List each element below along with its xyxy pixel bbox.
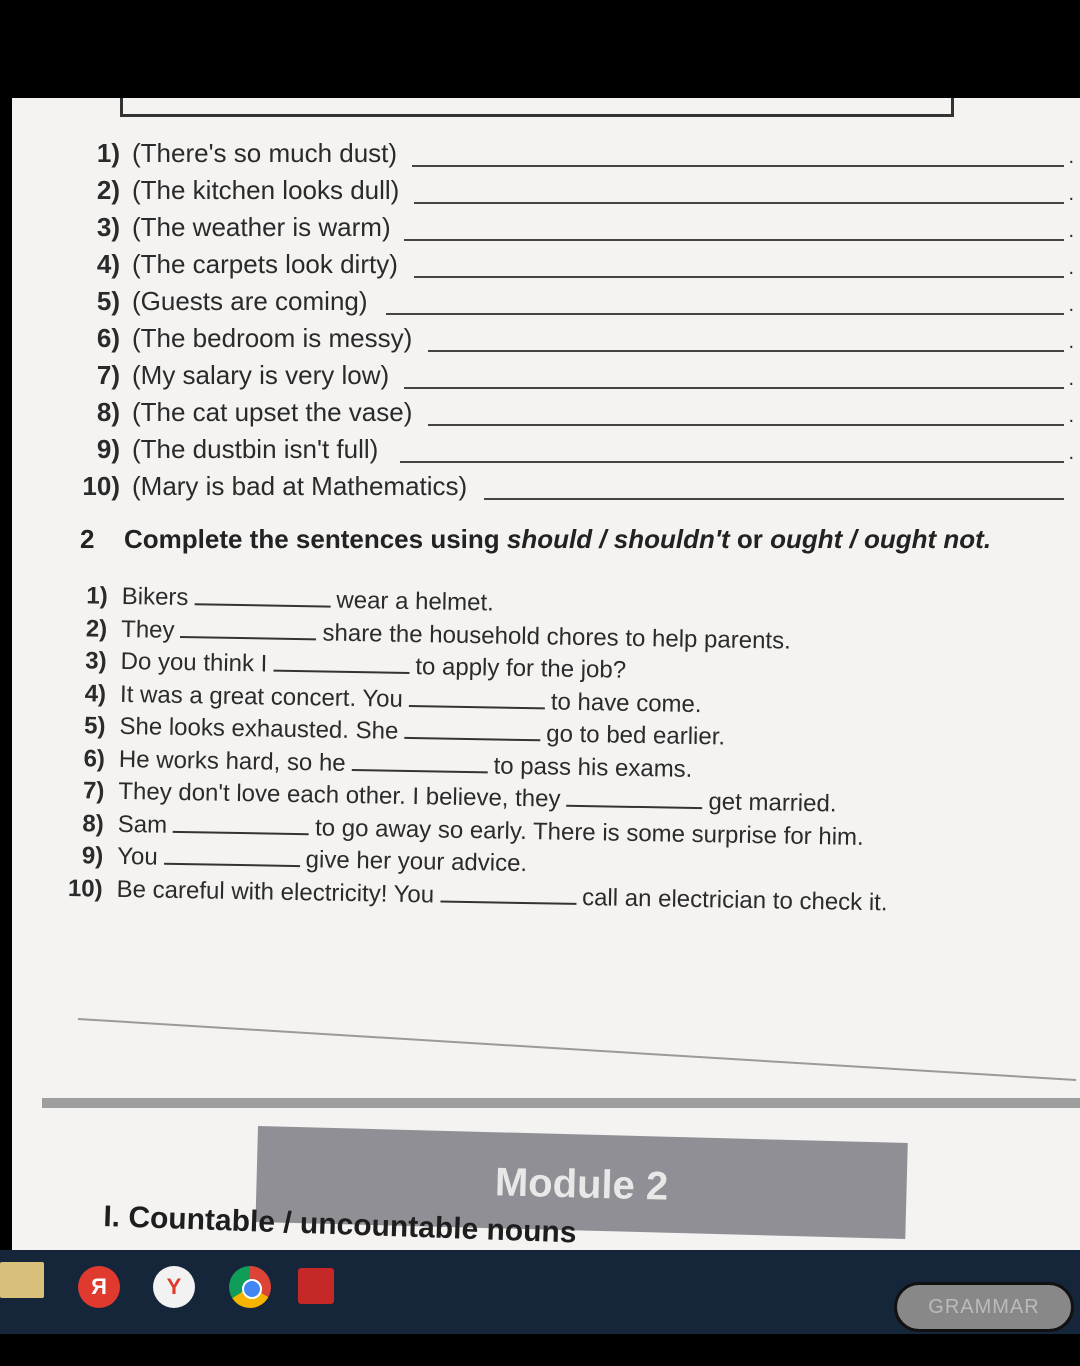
chrome-icon[interactable] (229, 1266, 271, 1308)
sentence-end: get married. (708, 788, 837, 818)
answer-line[interactable] (412, 165, 1064, 167)
item-number: 2) (96, 175, 120, 205)
item-number: 5) (83, 712, 106, 740)
worksheet-page (12, 98, 1080, 1250)
answer-line[interactable] (400, 461, 1064, 463)
sentence-end: share the household chores to help parents. (322, 618, 792, 655)
sentence-end: go to bed earlier. (546, 720, 726, 751)
divider-band (42, 1098, 1080, 1108)
answer-line[interactable] (414, 276, 1064, 278)
list-item (64, 471, 1074, 508)
answer-blank[interactable] (164, 847, 300, 867)
list-item (64, 360, 1074, 397)
taskbar (0, 1250, 1080, 1334)
answer-line[interactable] (404, 387, 1064, 389)
period: . (1068, 405, 1074, 427)
answer-line[interactable] (414, 202, 1064, 204)
answer-line[interactable] (428, 424, 1064, 426)
item-number: 2) (85, 614, 108, 643)
item-prompt: (The bedroom is messy) (132, 323, 413, 353)
period: . (1068, 368, 1074, 390)
answer-blank[interactable] (352, 752, 488, 772)
module-banner: Module 2 (255, 1126, 907, 1239)
sentence-start: Be careful with electricity! You (116, 875, 435, 908)
list-item (64, 212, 1074, 249)
list-item (64, 249, 1074, 286)
answer-line[interactable] (428, 350, 1064, 352)
item-prompt: (The kitchen looks dull) (132, 175, 400, 205)
answer-blank[interactable] (180, 619, 316, 639)
item-prompt: (The weather is warm) (132, 212, 391, 242)
sentence-start: Bikers (121, 582, 189, 612)
item-number: 3) (96, 212, 120, 242)
item-number: 1) (96, 138, 120, 168)
section-title: I. Countable / uncountable nouns (102, 1200, 578, 1250)
sentence-start: He works hard, so he (118, 745, 346, 777)
item-prompt: (The carpets look dirty) (132, 249, 398, 279)
answer-blank[interactable] (566, 789, 702, 809)
list-item (64, 323, 1074, 360)
answer-line[interactable] (484, 498, 1064, 500)
item-prompt: (The dustbin isn't full) (132, 434, 379, 464)
exercise-number: 2 (80, 524, 95, 554)
list-item (64, 434, 1074, 471)
instruction-emphasis: should / shouldn't (506, 524, 730, 554)
item-number: 4) (96, 249, 120, 279)
item-prompt: (Mary is bad at Mathematics) (132, 471, 468, 501)
period: . (1068, 220, 1074, 242)
answer-blank[interactable] (409, 688, 545, 708)
item-number: 6) (96, 323, 120, 353)
item-number: 4) (84, 679, 107, 708)
sentence-start: They (120, 615, 175, 644)
sentence-start: She looks exhausted. She (119, 712, 399, 745)
pdf-reader-icon[interactable] (298, 1268, 334, 1304)
exercise-2-heading (80, 524, 991, 555)
sentence-end: give her your advice. (305, 846, 528, 878)
box-frame-bottom (120, 98, 954, 117)
item-prompt: (The cat upset the vase) (132, 397, 413, 427)
answer-blank[interactable] (173, 814, 309, 834)
answer-blank[interactable] (273, 654, 409, 674)
answer-line[interactable] (404, 239, 1064, 241)
item-number: 5) (96, 286, 120, 316)
sentence-end: wear a helmet. (336, 586, 495, 617)
answer-blank[interactable] (404, 721, 540, 741)
sentence-end: call an electrician to check it. (581, 883, 888, 916)
period: . (1068, 146, 1074, 168)
item-number: 8) (82, 809, 105, 838)
yandex-icon[interactable]: Y (153, 1266, 195, 1308)
list-item (64, 397, 1074, 434)
sentence-end: to apply for the job? (415, 653, 627, 684)
item-number: 10) (82, 471, 120, 501)
sentence-start: It was a great concert. You (119, 680, 404, 713)
exercise-2-list (62, 582, 1068, 924)
period: . (1068, 257, 1074, 279)
item-prompt: (My salary is very low) (132, 360, 390, 390)
list-item (64, 138, 1074, 175)
period: . (1068, 442, 1074, 464)
item-number: 6) (83, 744, 106, 773)
item-number: 9) (81, 842, 104, 870)
yandex-browser-icon[interactable]: Я (78, 1266, 120, 1308)
period: . (1068, 183, 1074, 205)
item-number: 9) (96, 434, 120, 464)
sentence-end: to have come. (550, 687, 702, 718)
item-prompt: (There's so much dust) (132, 138, 398, 168)
answer-blank[interactable] (440, 884, 576, 904)
item-prompt: (Guests are coming) (132, 286, 368, 316)
instruction-text: or (729, 524, 771, 554)
instruction-emphasis: ought / ought not. (770, 524, 992, 554)
sentence-start: You (116, 842, 158, 871)
sentence-start: Sam (117, 810, 168, 839)
list-item (64, 175, 1074, 212)
sentence-end: to pass his exams. (493, 751, 693, 783)
sentence-start: They don't love each other. I believe, they (118, 777, 561, 813)
item-number: 3) (85, 647, 107, 675)
sentence-start: Do you think I (120, 647, 268, 678)
item-number: 1) (86, 582, 108, 610)
divider-line (78, 1018, 1076, 1081)
answer-blank[interactable] (194, 587, 330, 607)
grammar-badge: GRAMMAR (894, 1282, 1074, 1332)
instruction-text: Complete the sentences using (124, 524, 507, 554)
item-number: 7) (82, 777, 105, 805)
item-number: 10) (67, 874, 103, 903)
period: . (1068, 331, 1074, 353)
item-number: 8) (96, 397, 120, 427)
list-item (64, 286, 1074, 323)
answer-line[interactable] (386, 313, 1064, 315)
exercise-1-list (64, 138, 1074, 508)
item-number: 7) (96, 360, 120, 390)
folder-icon[interactable] (0, 1262, 44, 1298)
top-black-bar (0, 0, 1080, 98)
sentence-end: to go away so early. There is some surprise for him. (314, 813, 864, 851)
period: . (1068, 294, 1074, 316)
bottom-black-bar (0, 1334, 1080, 1366)
